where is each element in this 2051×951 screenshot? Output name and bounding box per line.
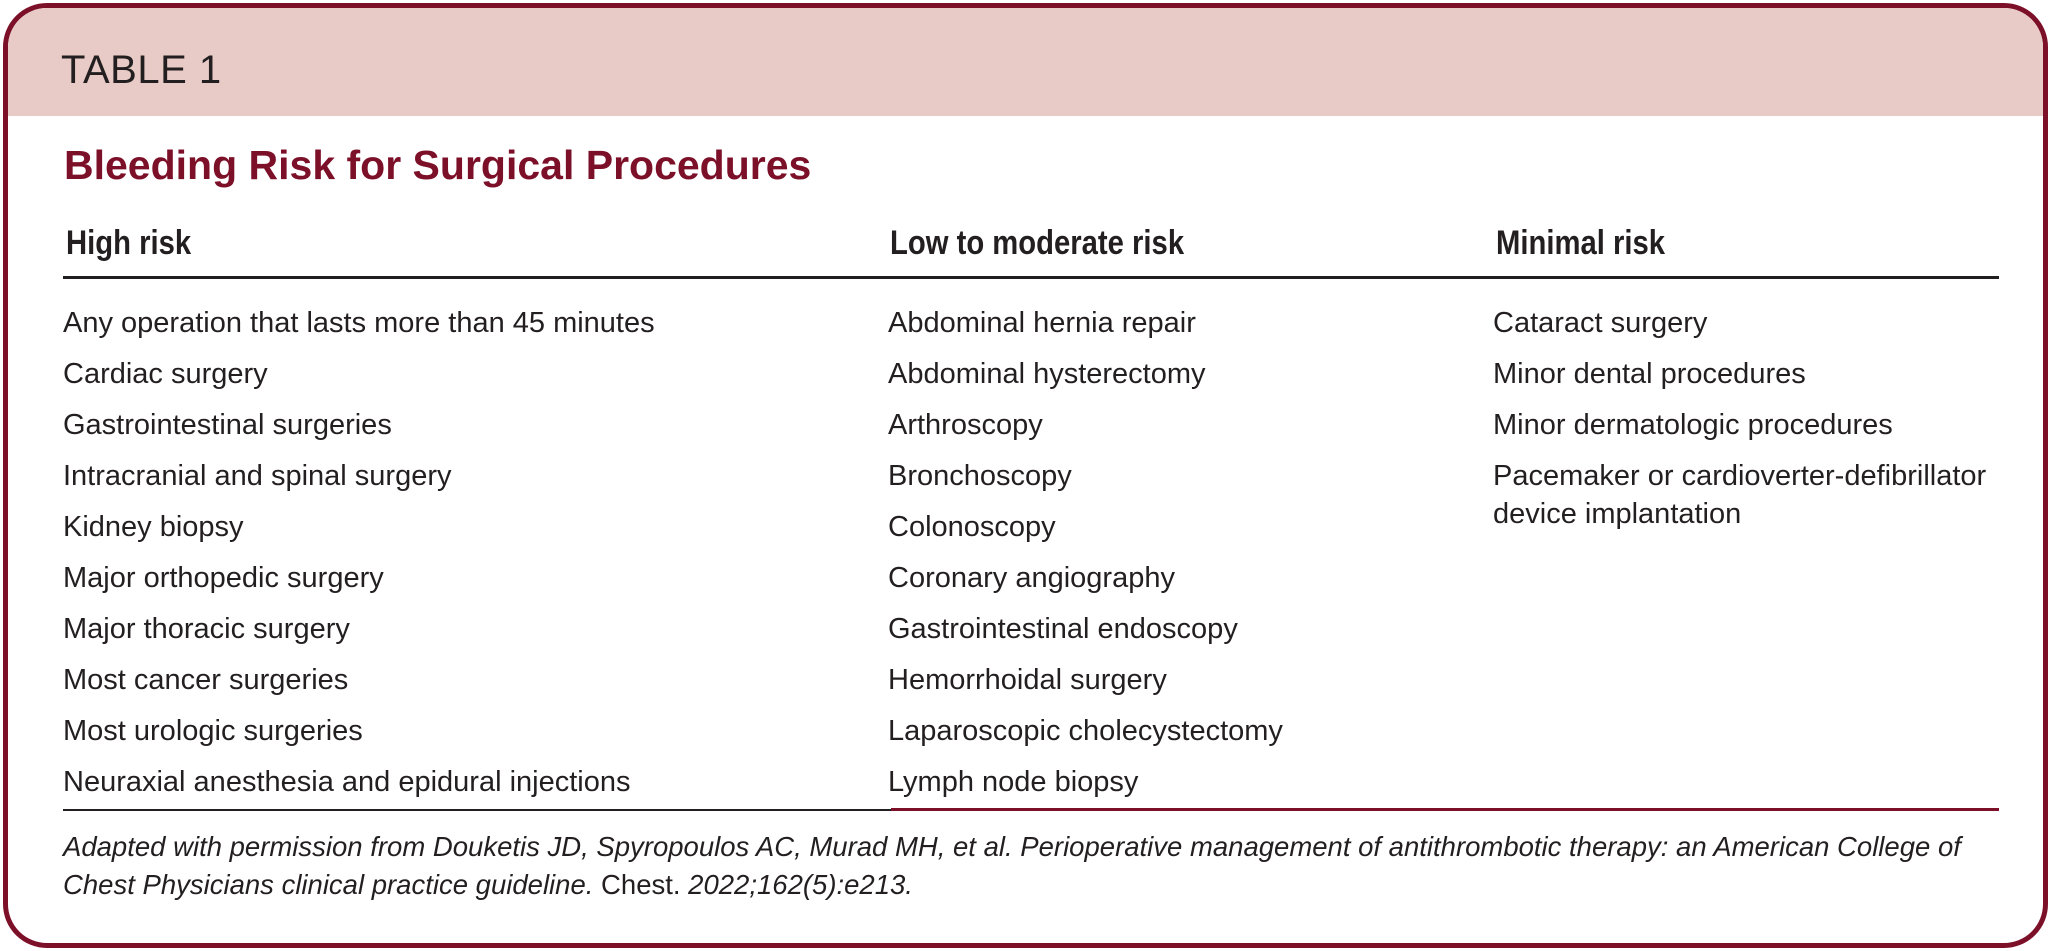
list-item: Minor dermatologic procedures	[1493, 409, 1893, 441]
minimal-risk-list	[1493, 298, 2003, 533]
table-title: Bleeding Risk for Surgical Procedures	[64, 142, 812, 188]
table-card	[3, 3, 2048, 948]
list-item: Bronchoscopy	[888, 460, 1072, 492]
list-item: Any operation that lasts more than 45 minutes	[63, 307, 655, 339]
list-item: Hemorrhoidal surgery	[888, 664, 1167, 696]
list-item: Lymph node biopsy	[888, 766, 1139, 798]
list-item: Intracranial and spinal surgery	[63, 460, 452, 492]
list-item: Cataract surgery	[1493, 307, 1708, 339]
bottom-divider-left	[63, 809, 891, 811]
footnote-volume: 2022;162(5):e213.	[688, 869, 913, 900]
list-item: Minor dental procedures	[1493, 358, 1806, 390]
list-item: Pacemaker or cardioverter-defibrillator device implantation	[1493, 460, 1987, 530]
list-item: Laparoscopic cholecystectomy	[888, 715, 1283, 747]
bottom-divider-right	[891, 808, 1999, 811]
list-item: Most cancer surgeries	[63, 664, 349, 696]
footnote-citation: Adapted with permission from Douketis JD, Spyropoulos AC, Murad MH, et al. Perioperative management of antithrombotic therapy: an American College of Chest Physicians clinical practice guideline.	[63, 831, 1961, 900]
column-heading-minimal-risk: Minimal risk	[1496, 224, 1666, 262]
list-item: Abdominal hernia repair	[888, 307, 1196, 339]
table-label: TABLE 1	[61, 48, 222, 92]
column-heading-high-risk: High risk	[66, 224, 192, 262]
list-item: Most urologic surgeries	[63, 715, 363, 747]
column-heading-low-moderate-risk: Low to moderate risk	[890, 224, 1185, 262]
low-moderate-risk-list	[888, 298, 1478, 808]
list-item: Major thoracic surgery	[63, 613, 350, 645]
list-item: Gastrointestinal surgeries	[63, 409, 392, 441]
list-item: Colonoscopy	[888, 511, 1056, 543]
list-item: Neuraxial anesthesia and epidural injections	[63, 766, 631, 798]
list-item: Major orthopedic surgery	[63, 562, 384, 594]
high-risk-list	[63, 298, 863, 808]
list-item: Cardiac surgery	[63, 358, 268, 390]
list-item: Coronary angiography	[888, 562, 1175, 594]
footnote-journal: Chest.	[593, 869, 689, 900]
list-item: Arthroscopy	[888, 409, 1043, 441]
header-band	[8, 8, 2043, 116]
header-divider	[63, 276, 1999, 279]
list-item: Kidney biopsy	[63, 511, 244, 543]
source-footnote	[63, 828, 2003, 904]
list-item: Abdominal hysterectomy	[888, 358, 1206, 390]
list-item: Gastrointestinal endoscopy	[888, 613, 1238, 645]
